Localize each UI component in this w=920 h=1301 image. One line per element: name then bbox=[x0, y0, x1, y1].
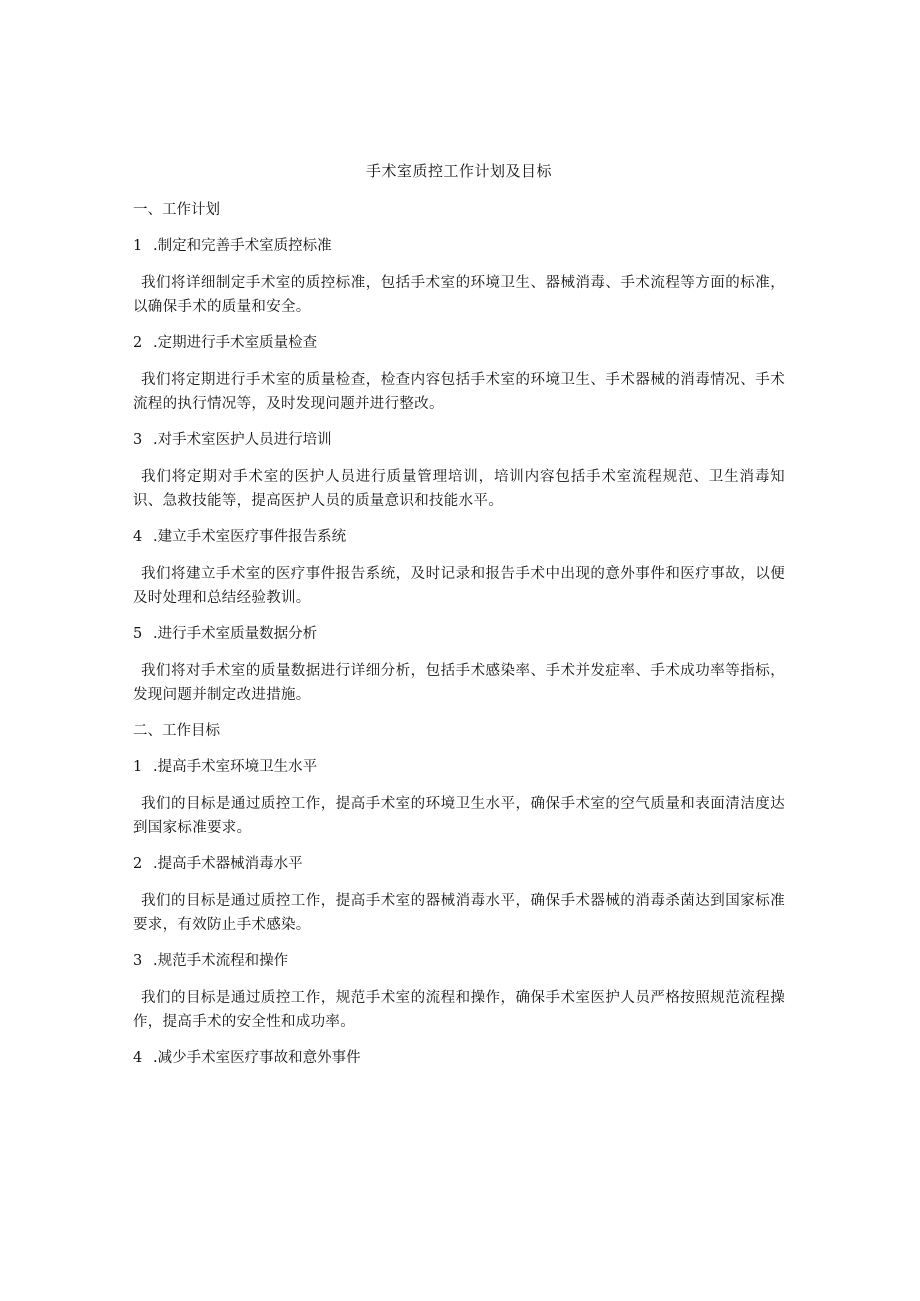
section-heading-goals: 二、工作目标 bbox=[133, 723, 220, 739]
item-label: 规范手术流程和操作 bbox=[157, 953, 289, 969]
item-separator: . bbox=[153, 335, 158, 351]
goal-item-heading bbox=[133, 1047, 785, 1069]
item-label: 制定和完善手术室质控标准 bbox=[157, 238, 332, 254]
item-number: 5 bbox=[133, 626, 143, 642]
item-label: 进行手术室质量数据分析 bbox=[157, 626, 318, 642]
goal-item-heading bbox=[133, 950, 785, 972]
goal-item-body: 我们的目标是通过质控工作，提高手术室的器械消毒水平，确保手术器械的消毒杀菌达到国家标准要求，有效防止手术感染。 bbox=[133, 893, 785, 933]
goal-item-body: 我们的目标是通过质控工作，规范手术室的流程和操作，确保手术室医护人员严格按照规范流程操作，提高手术的安全性和成功率。 bbox=[133, 990, 785, 1030]
item-separator: . bbox=[153, 1050, 158, 1066]
plan-item-heading bbox=[133, 623, 785, 645]
goal-item-heading bbox=[133, 853, 785, 875]
item-label: 提高手术室环境卫生水平 bbox=[157, 759, 318, 775]
item-separator: . bbox=[153, 953, 158, 969]
item-label: 定期进行手术室质量检查 bbox=[157, 335, 318, 351]
document-content bbox=[133, 160, 785, 1083]
item-number: 2 bbox=[133, 856, 143, 872]
item-separator: . bbox=[153, 238, 158, 254]
item-number: 1 bbox=[133, 759, 143, 775]
plan-item-heading bbox=[133, 526, 785, 548]
plan-item-body: 我们将对手术室的质量数据进行详细分析，包括手术感染率、手术并发症率、手术成功率等指标，发现问题并制定改进措施。 bbox=[133, 663, 785, 703]
item-label: 提高手术器械消毒水平 bbox=[157, 856, 303, 872]
item-label: 减少手术室医疗事故和意外事件 bbox=[157, 1050, 361, 1066]
item-separator: . bbox=[153, 432, 158, 448]
plan-item-body: 我们将详细制定手术室的质控标准，包括手术室的环境卫生、器械消毒、手术流程等方面的标准，以确保手术的质量和安全。 bbox=[133, 275, 785, 315]
item-label: 对手术室医护人员进行培训 bbox=[157, 432, 332, 448]
item-number: 2 bbox=[133, 335, 143, 351]
plan-item-body: 我们将建立手术室的医疗事件报告系统，及时记录和报告手术中出现的意外事件和医疗事故，以便及时处理和总结经验教训。 bbox=[133, 566, 785, 606]
section-heading-plan: 一、工作计划 bbox=[133, 202, 220, 218]
plan-item-heading bbox=[133, 235, 785, 257]
goal-item-heading bbox=[133, 756, 785, 778]
item-separator: . bbox=[153, 759, 158, 775]
document-title: 手术室质控工作计划及目标 bbox=[365, 162, 552, 180]
item-number: 3 bbox=[133, 953, 143, 969]
item-separator: . bbox=[153, 529, 158, 545]
item-separator: . bbox=[153, 856, 158, 872]
item-separator: . bbox=[153, 626, 158, 642]
goal-item-body: 我们的目标是通过质控工作，提高手术室的环境卫生水平，确保手术室的空气质量和表面清洁度达到国家标准要求。 bbox=[133, 796, 785, 836]
plan-item-body: 我们将定期对手术室的医护人员进行质量管理培训，培训内容包括手术室流程规范、卫生消毒知识、急救技能等，提高医护人员的质量意识和技能水平。 bbox=[133, 469, 785, 509]
plan-item-heading bbox=[133, 429, 785, 451]
item-number: 1 bbox=[133, 238, 143, 254]
item-number: 4 bbox=[133, 1050, 143, 1066]
plan-item-body: 我们将定期进行手术室的质量检查，检查内容包括手术室的环境卫生、手术器械的消毒情况、手术流程的执行情况等，及时发现问题并进行整改。 bbox=[133, 372, 785, 412]
item-number: 4 bbox=[133, 529, 143, 545]
item-label: 建立手术室医疗事件报告系统 bbox=[157, 529, 347, 545]
item-number: 3 bbox=[133, 432, 143, 448]
plan-item-heading bbox=[133, 332, 785, 354]
